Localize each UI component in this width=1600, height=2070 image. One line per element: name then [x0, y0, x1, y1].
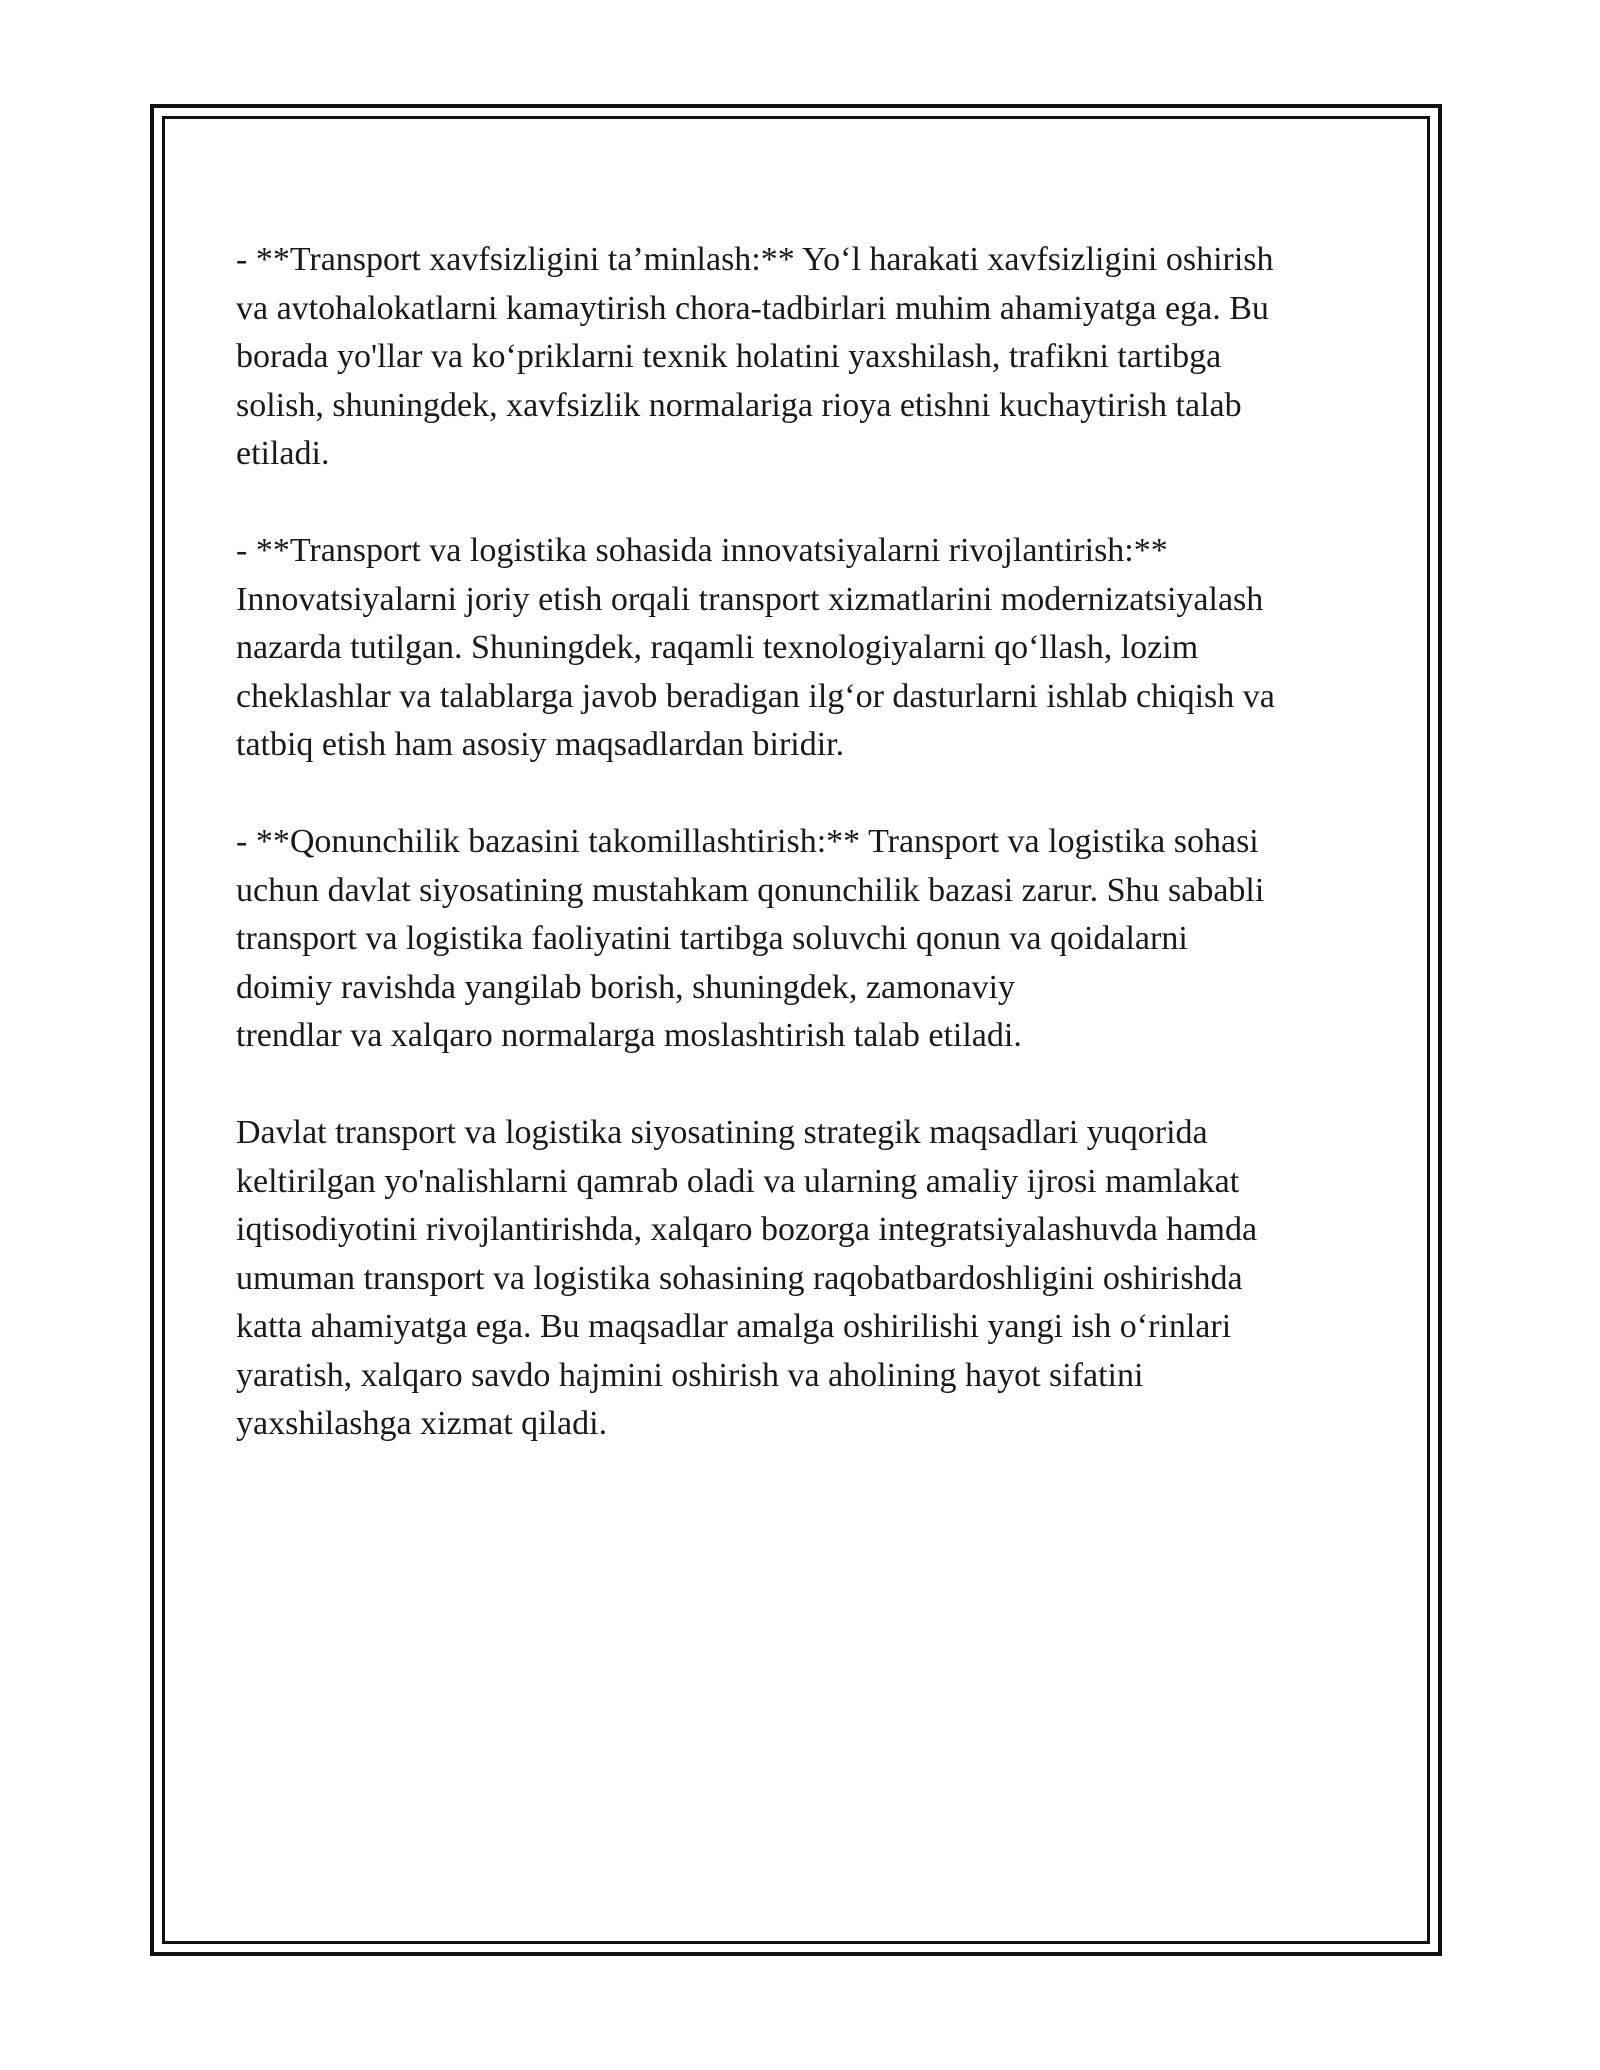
paragraph-legislation	[236, 818, 1366, 1061]
paragraph-transport-safety	[236, 236, 1366, 479]
text-line: va avtohalokatlarni kamaytirish chora-tadbirlari muhim ahamiyatga ega. Bu	[236, 289, 1269, 327]
text-line: - **Qonunchilik bazasini takomillashtirish:** Transport va logistika sohasi	[236, 823, 1259, 860]
text-line: - **Transport xavfsizligini ta’minlash:** Yo‘l harakati xavfsizligini oshirish	[236, 241, 1274, 278]
text-line: tatbiq etish ham asosiy maqsadlardan biridir.	[236, 726, 845, 763]
text-line: umuman transport va logistika sohasining raqobatbardoshligini oshirishda	[236, 1259, 1243, 1297]
paragraph-conclusion	[236, 1109, 1366, 1449]
text-line: nazarda tutilgan. Shuningdek, raqamli texnologiyalarni qo‘llash, lozim	[236, 629, 1199, 666]
text-line: iqtisodiyotini rivojlantirishda, xalqaro bozorga integratsiyalashuvda hamda	[236, 1211, 1258, 1248]
text-line: keltirilgan yo'nalishlarni qamrab oladi va ularning amaliy ijrosi mamlakat	[236, 1162, 1240, 1200]
text-line: borada yo'llar va ko‘priklarni texnik holatini yaxshilash, trafikni tartibga	[236, 338, 1222, 375]
text-line: katta ahamiyatga ega. Bu maqsadlar amalga oshirilishi yangi ish o‘rinlari	[236, 1308, 1232, 1345]
text-line: yaxshilashga xizmat qiladi.	[236, 1405, 608, 1442]
text-line: - **Transport va logistika sohasida innovatsiyalarni rivojlantirish:**	[236, 532, 1168, 569]
paragraph-innovation	[236, 527, 1366, 770]
text-line: transport va logistika faoliyatini tartibga soluvchi qonun va qoidalarni	[236, 920, 1188, 957]
text-line: cheklashlar va talablarga javob beradigan ilg‘or dasturlarni ishlab chiqish va	[236, 677, 1275, 715]
text-line: uchun davlat siyosatining mustahkam qonunchilik bazasi zarur. Shu sababli	[236, 871, 1265, 909]
text-line: yaratish, xalqaro savdo hajmini oshirish va aholining hayot sifatini	[236, 1356, 1144, 1394]
text-line: etiladi.	[236, 435, 330, 472]
text-line: doimiy ravishda yangilab borish, shuningdek, zamonaviy	[236, 968, 1016, 1006]
text-line: solish, shuningdek, xavfsizlik normalariga rioya etishni kuchaytirish talab	[236, 386, 1242, 424]
text-line: Davlat transport va logistika siyosatining strategik maqsadlari yuqorida	[236, 1114, 1208, 1151]
document-body	[236, 236, 1366, 1497]
text-line: Innovatsiyalarni joriy etish orqali transport xizmatlarini modernizatsiyalash	[236, 580, 1264, 618]
text-line: trendlar va xalqaro normalarga moslashtirish talab etiladi.	[236, 1017, 1022, 1054]
